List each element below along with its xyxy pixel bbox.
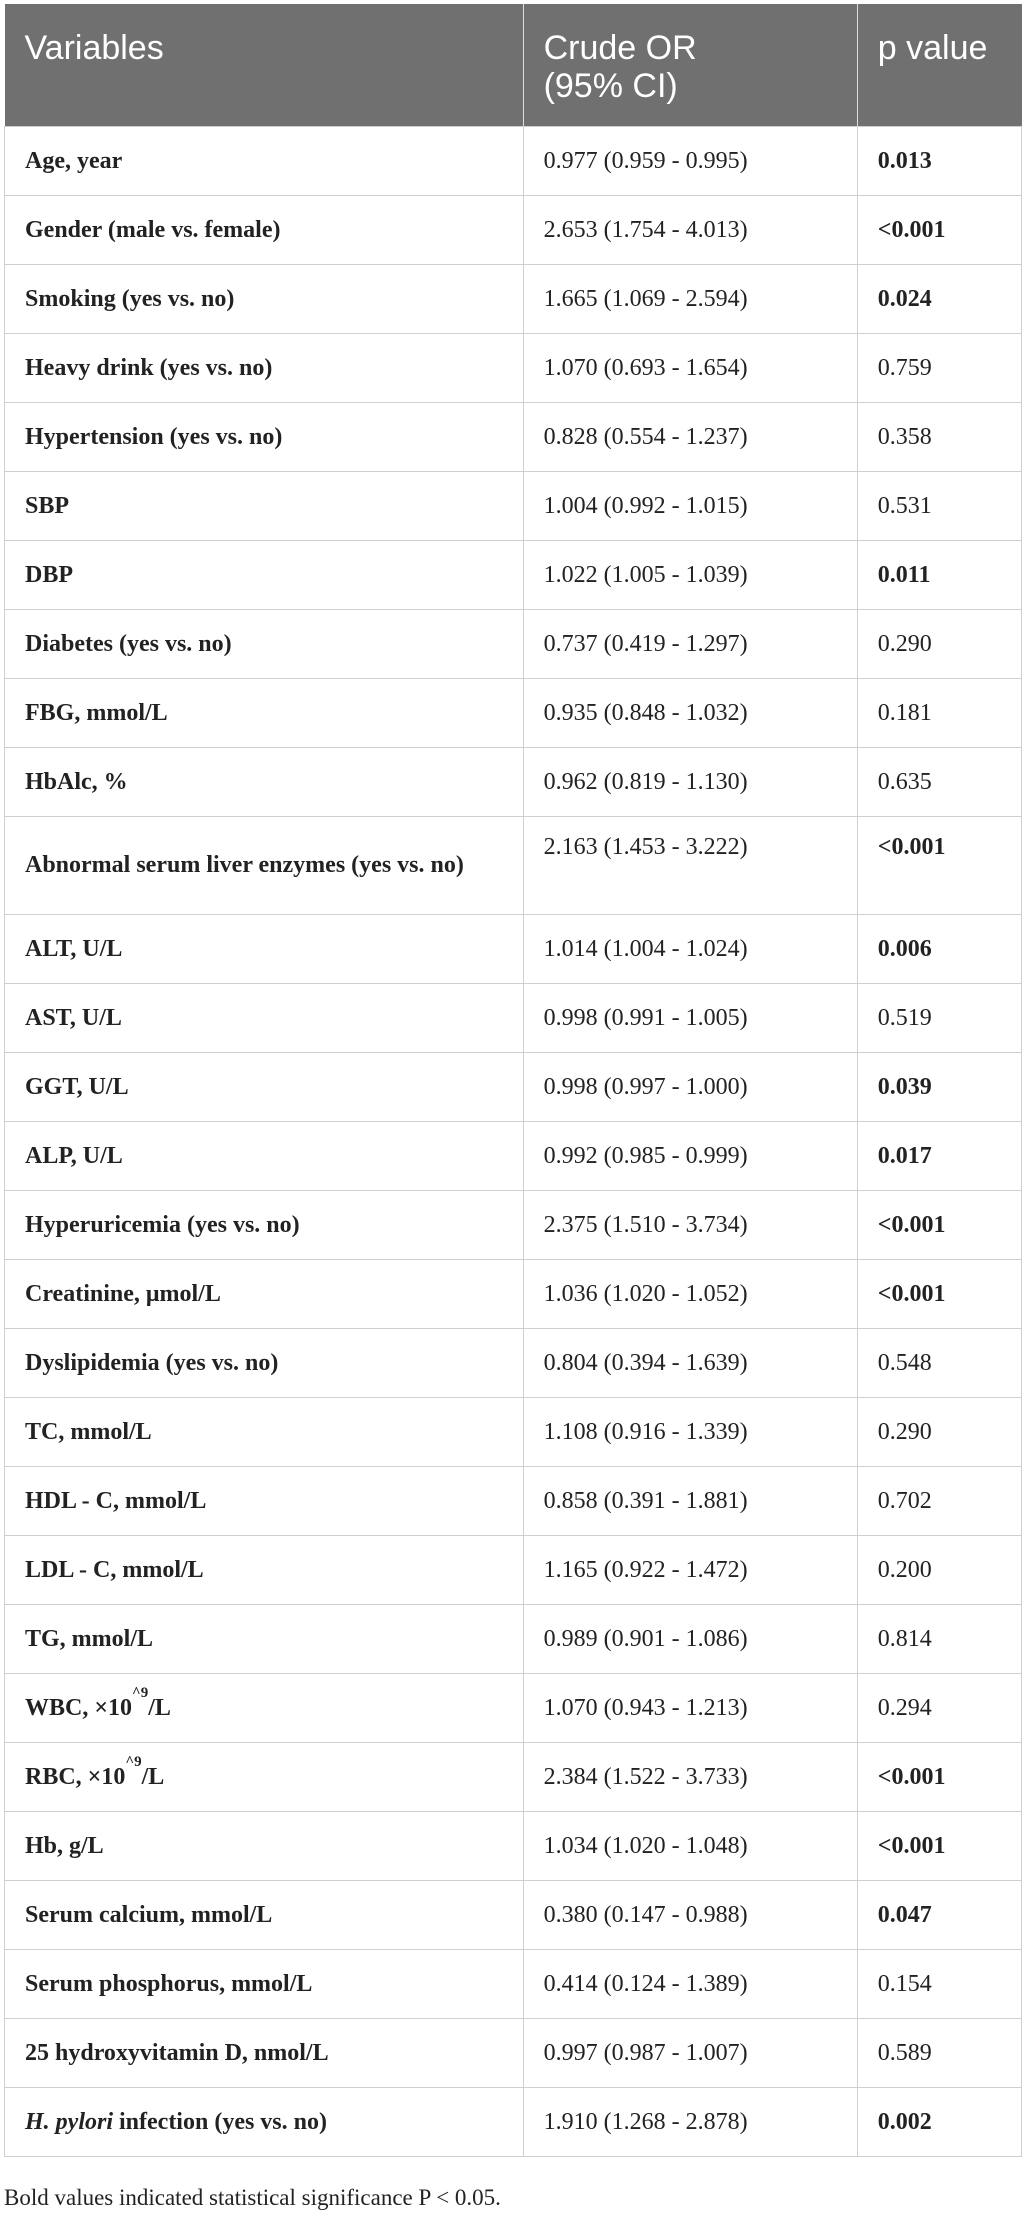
variable-cell [5, 747, 524, 816]
crude-or-cell: 0.977 (0.959 - 0.995) [523, 126, 857, 195]
crude-or-cell: 1.165 (0.922 - 1.472) [523, 1535, 857, 1604]
p-value-cell: 0.294 [857, 1673, 1021, 1742]
variable-label: ALP, U/L [25, 1142, 123, 1169]
table-row [5, 1673, 1022, 1742]
table-row [5, 1121, 1022, 1190]
p-value-cell: 0.589 [857, 2018, 1021, 2087]
table-row [5, 402, 1022, 471]
p-value-cell: 0.024 [857, 264, 1021, 333]
crude-or-cell: 1.034 (1.020 - 1.048) [523, 1811, 857, 1880]
variable-label: TG, mmol/L [25, 1625, 154, 1652]
variable-suffix: /L [141, 1763, 165, 1790]
crude-or-cell: 1.004 (0.992 - 1.015) [523, 471, 857, 540]
table-row [5, 1535, 1022, 1604]
p-value-cell: 0.759 [857, 333, 1021, 402]
table-row [5, 471, 1022, 540]
p-value-cell: 0.039 [857, 1052, 1021, 1121]
crude-or-cell: 0.998 (0.991 - 1.005) [523, 983, 857, 1052]
p-value-cell: 0.358 [857, 402, 1021, 471]
p-value-cell: 0.002 [857, 2087, 1021, 2156]
variable-cell [5, 1880, 524, 1949]
p-value-cell: 0.047 [857, 1880, 1021, 1949]
variable-label: LDL - C, mmol/L [25, 1556, 204, 1583]
variable-label: RBC, ×10 [25, 1763, 126, 1790]
crude-or-cell: 1.036 (1.020 - 1.052) [523, 1259, 857, 1328]
crude-or-cell: 0.989 (0.901 - 1.086) [523, 1604, 857, 1673]
crude-or-cell: 0.858 (0.391 - 1.881) [523, 1466, 857, 1535]
p-value-cell: <0.001 [857, 1259, 1021, 1328]
crude-or-cell: 0.380 (0.147 - 0.988) [523, 1880, 857, 1949]
variable-label: Dyslipidemia (yes vs. no) [25, 1349, 279, 1376]
crude-or-cell: 0.828 (0.554 - 1.237) [523, 402, 857, 471]
table-row [5, 609, 1022, 678]
crude-or-cell: 0.414 (0.124 - 1.389) [523, 1949, 857, 2018]
table-row [5, 1397, 1022, 1466]
crude-or-cell: 0.935 (0.848 - 1.032) [523, 678, 857, 747]
variable-label: SBP [25, 492, 70, 519]
crude-or-cell: 0.998 (0.997 - 1.000) [523, 1052, 857, 1121]
variable-label: Creatinine, μmol/L [25, 1280, 221, 1307]
table-body [5, 126, 1022, 2156]
p-value-cell: 0.006 [857, 914, 1021, 983]
p-value-cell: <0.001 [857, 816, 1021, 914]
crude-or-cell: 0.804 (0.394 - 1.639) [523, 1328, 857, 1397]
variable-cell [5, 1328, 524, 1397]
table-row [5, 1328, 1022, 1397]
variable-label: ALT, U/L [25, 935, 123, 962]
variable-cell [5, 402, 524, 471]
odds-ratio-table [4, 4, 1022, 2157]
variable-cell [5, 816, 524, 914]
table-row [5, 983, 1022, 1052]
table-row [5, 1466, 1022, 1535]
table-row [5, 333, 1022, 402]
table-row [5, 2018, 1022, 2087]
variable-cell [5, 2087, 524, 2156]
variable-cell [5, 471, 524, 540]
variable-label: Diabetes (yes vs. no) [25, 630, 232, 657]
variable-label: Hb, g/L [25, 1832, 104, 1859]
table-row [5, 816, 1022, 914]
variable-cell [5, 1397, 524, 1466]
p-value-cell: 0.290 [857, 1397, 1021, 1466]
variable-cell [5, 2018, 524, 2087]
variable-label: Smoking (yes vs. no) [25, 285, 235, 312]
crude-or-cell: 2.384 (1.522 - 3.733) [523, 1742, 857, 1811]
variable-cell [5, 1466, 524, 1535]
variable-label: FBG, mmol/L [25, 699, 168, 726]
crude-or-cell: 1.022 (1.005 - 1.039) [523, 540, 857, 609]
variable-label: 25 hydroxyvitamin D, nmol/L [25, 2039, 329, 2066]
variable-cell [5, 1190, 524, 1259]
table-row [5, 126, 1022, 195]
table-row [5, 1811, 1022, 1880]
variable-cell [5, 1949, 524, 2018]
p-value-cell: <0.001 [857, 195, 1021, 264]
table-footnote: Bold values indicated statistical significance P < 0.05. [4, 2185, 501, 2210]
crude-or-cell: 1.108 (0.916 - 1.339) [523, 1397, 857, 1466]
table-header-row [5, 4, 1022, 126]
variable-label: Gender (male vs. female) [25, 216, 281, 243]
variable-cell [5, 195, 524, 264]
p-value-cell: 0.200 [857, 1535, 1021, 1604]
variable-label: TC, mmol/L [25, 1418, 152, 1445]
table-row [5, 914, 1022, 983]
crude-or-cell: 2.163 (1.453 - 3.222) [523, 816, 857, 914]
table-row [5, 1190, 1022, 1259]
header-p-value: p value [857, 4, 1021, 126]
variable-cell [5, 678, 524, 747]
variable-label: Heavy drink (yes vs. no) [25, 354, 273, 381]
table-row [5, 1742, 1022, 1811]
variable-label: DBP [25, 561, 73, 588]
variable-cell [5, 333, 524, 402]
variable-label: WBC, ×10 [25, 1694, 133, 1721]
p-value-cell: 0.519 [857, 983, 1021, 1052]
crude-or-cell: 0.962 (0.819 - 1.130) [523, 747, 857, 816]
crude-or-cell: 0.997 (0.987 - 1.007) [523, 2018, 857, 2087]
variable-cell [5, 1259, 524, 1328]
variable-cell [5, 1742, 524, 1811]
variable-cell [5, 1121, 524, 1190]
crude-or-cell: 1.070 (0.943 - 1.213) [523, 1673, 857, 1742]
crude-or-cell: 1.910 (1.268 - 2.878) [523, 2087, 857, 2156]
variable-cell [5, 1535, 524, 1604]
table-row [5, 1052, 1022, 1121]
crude-or-cell: 2.375 (1.510 - 3.734) [523, 1190, 857, 1259]
variable-label: HDL - C, mmol/L [25, 1487, 207, 1514]
crude-or-cell: 1.014 (1.004 - 1.024) [523, 914, 857, 983]
variable-cell [5, 983, 524, 1052]
table-row [5, 1880, 1022, 1949]
variable-label: Serum calcium, mmol/L [25, 1901, 273, 1928]
p-value-cell: 0.702 [857, 1466, 1021, 1535]
table-row [5, 1259, 1022, 1328]
p-value-cell: 0.290 [857, 609, 1021, 678]
variable-label: GGT, U/L [25, 1073, 129, 1100]
p-value-cell: 0.635 [857, 747, 1021, 816]
variable-label: AST, U/L [25, 1004, 122, 1031]
p-value-cell: 0.154 [857, 1949, 1021, 2018]
crude-or-cell: 0.992 (0.985 - 0.999) [523, 1121, 857, 1190]
variable-cell [5, 264, 524, 333]
variable-cell [5, 1811, 524, 1880]
table-row [5, 2087, 1022, 2156]
variable-cell [5, 914, 524, 983]
p-value-cell: <0.001 [857, 1742, 1021, 1811]
p-value-cell: <0.001 [857, 1190, 1021, 1259]
crude-or-cell: 1.665 (1.069 - 2.594) [523, 264, 857, 333]
variable-label: Age, year [25, 147, 123, 174]
variable-label: HbAlc, % [25, 768, 128, 795]
variable-label: infection (yes vs. no) [113, 2108, 327, 2135]
variable-suffix: /L [148, 1694, 171, 1721]
variable-cell [5, 1604, 524, 1673]
table-row [5, 1604, 1022, 1673]
p-value-cell: 0.013 [857, 126, 1021, 195]
p-value-cell: 0.548 [857, 1328, 1021, 1397]
p-value-cell: 0.017 [857, 1121, 1021, 1190]
variable-label: Serum phosphorus, mmol/L [25, 1970, 313, 1997]
table-row [5, 1949, 1022, 2018]
table-row [5, 264, 1022, 333]
crude-or-cell: 2.653 (1.754 - 4.013) [523, 195, 857, 264]
variable-label: Abnormal serum liver enzymes (yes vs. no) [25, 852, 464, 878]
variable-superscript: ^9 [125, 1753, 142, 1770]
variable-label: Hypertension (yes vs. no) [25, 423, 283, 450]
variable-cell [5, 126, 524, 195]
variable-cell [5, 1052, 524, 1121]
p-value-cell: 0.181 [857, 678, 1021, 747]
variable-label: Hyperuricemia (yes vs. no) [25, 1211, 300, 1238]
variable-italic-label: H. pylori [25, 2108, 113, 2135]
crude-or-cell: 0.737 (0.419 - 1.297) [523, 609, 857, 678]
p-value-cell: <0.001 [857, 1811, 1021, 1880]
table-row [5, 747, 1022, 816]
variable-cell [5, 1673, 524, 1742]
variable-cell [5, 540, 524, 609]
variable-cell [5, 609, 524, 678]
p-value-cell: 0.011 [857, 540, 1021, 609]
table-row [5, 678, 1022, 747]
p-value-cell: 0.531 [857, 471, 1021, 540]
header-crude-or: Crude OR (95% CI) [523, 4, 857, 126]
variable-superscript: ^9 [132, 1684, 149, 1701]
crude-or-cell: 1.070 (0.693 - 1.654) [523, 333, 857, 402]
p-value-cell: 0.814 [857, 1604, 1021, 1673]
header-variables: Variables [5, 4, 524, 126]
table-row [5, 540, 1022, 609]
table-row [5, 195, 1022, 264]
